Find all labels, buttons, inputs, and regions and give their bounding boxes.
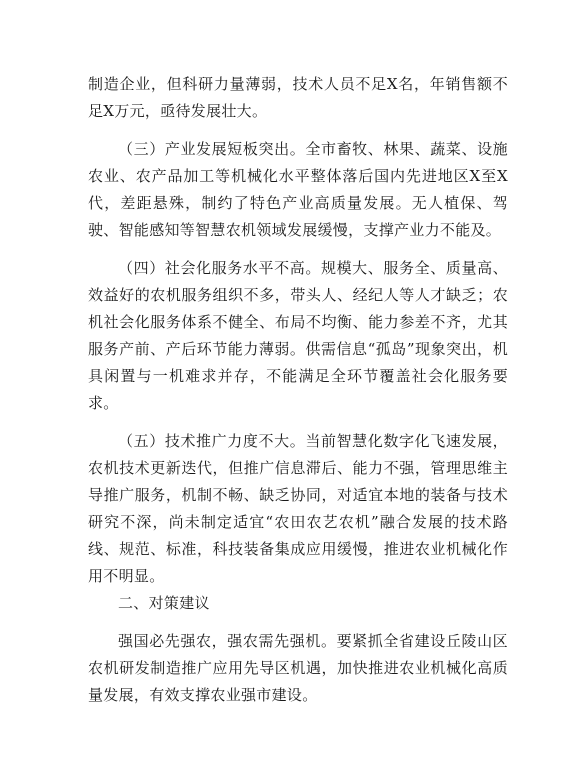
paragraph-continuation: 制造企业，但科研力量薄弱，技术人员不足X名，年销售额不足X万元，亟待发展壮大。 xyxy=(88,75,508,120)
section-heading: 二、对策建议 xyxy=(118,594,210,612)
paragraph-tech-promotion: （五）技术推广力度不大。当前智慧化数字化飞速发展，农机技术更新迭代，但推广信息滞后、能力不强，管理思维主导推广服务，机制不畅、缺乏协同，对适宜本地的装备与技术研究不深，尚未制定适宜“农田农艺农机”融合发展的技术路线、规范、标准，科技装备集成应用缓慢，推进农业机械化作用不明显。 xyxy=(88,432,508,585)
paragraph-socialized-service: （四）社会化服务水平不高。规模大、服务全、质量高、效益好的农机服务组织不多，带头人、经纪人等人才缺乏；农机社会化服务体系不健全、布局不均衡、能力参差不齐，尤其服务产前、产后环节能力薄弱。供需信息“孤岛”现象突出，机具闲置与一机难求并存，不能满足全环节覆盖社会化服务要求。 xyxy=(88,259,508,412)
paragraph-countermeasures: 强国必先强农，强农需先强机。要紧抓全省建设丘陵山区农机研发制造推广应用先导区机遇，加快推进农业机械化高质量发展，有效支撑农业强市建设。 xyxy=(88,632,508,704)
paragraph-industry-shortcomings: （三）产业发展短板突出。全市畜牧、林果、蔬菜、设施农业、农产品加工等机械化水平整体落后国内先进地区X至X代，差距悬殊，制约了特色产业高质量发展。无人植保、驾驶、智能感知等智慧农机领域发展缓慢，支撑产业力不能及。 xyxy=(88,140,508,239)
document-body xyxy=(88,71,508,709)
